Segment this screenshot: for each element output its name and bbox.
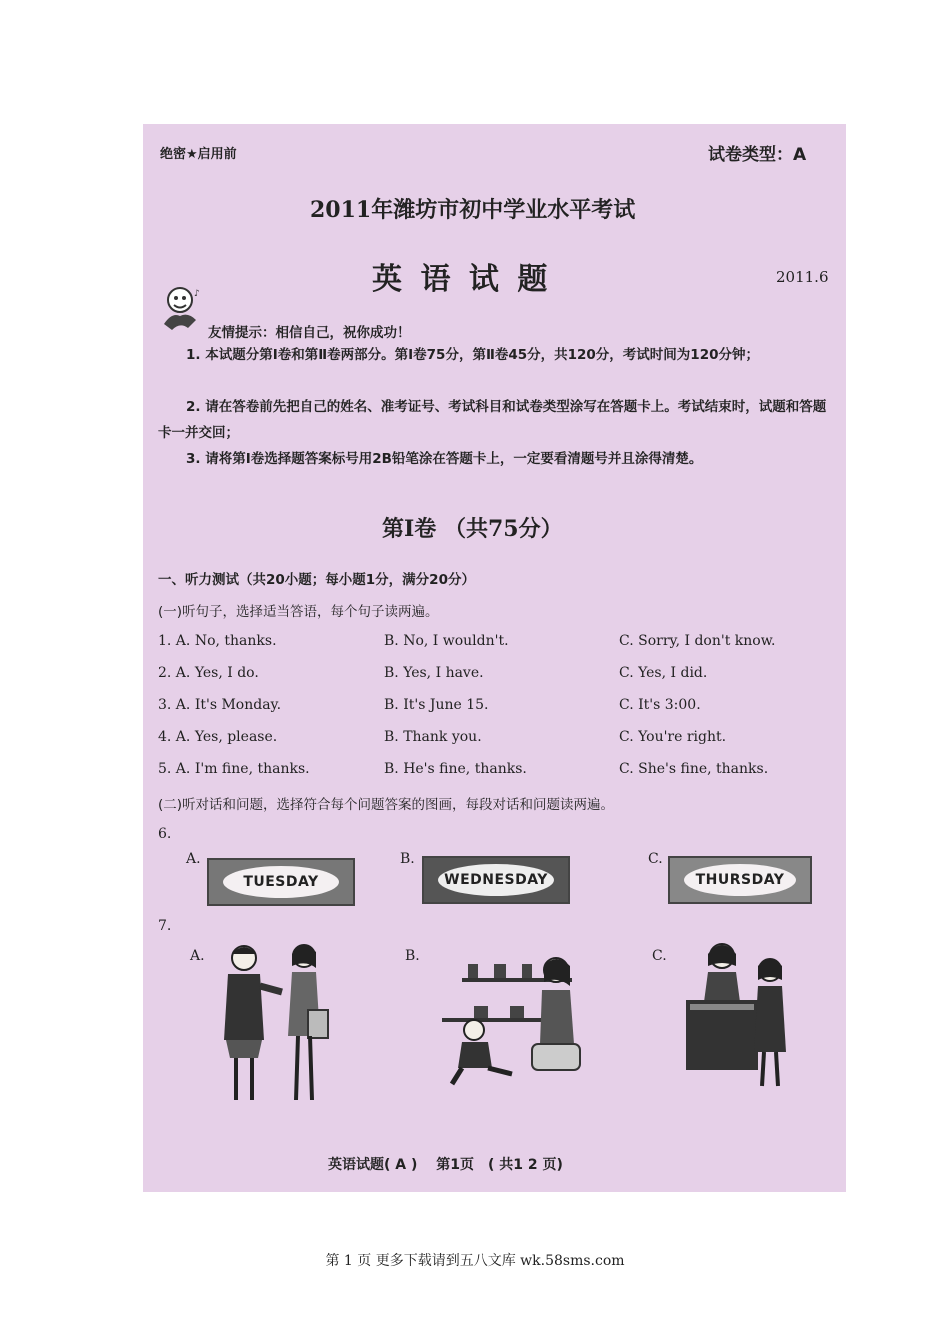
option-letter: C. [652, 948, 667, 964]
option-b: B. Thank you. [384, 729, 482, 745]
section-title: 第Ⅰ卷 （共75分） [382, 516, 563, 542]
subpart-1-title: (一)听句子，选择适当答语，每个句子读两遍。 [158, 604, 439, 620]
document-footer: 第 1 页 更多下载请到五八文库 wk.58sms.com [325, 1253, 625, 1269]
question-number: 7. [158, 918, 172, 934]
weekday-badge [207, 858, 355, 906]
svg-text:♪: ♪ [194, 289, 200, 299]
women-at-counter-icon [682, 936, 802, 1092]
option-letter: B. [400, 851, 415, 867]
two-women-shopping-icon [212, 940, 342, 1112]
tip-item: 2. 请在答卷前先把自己的姓名、准考证号、考试科目和试卷类型涂写在答题卡上。考试结束时，试题和答题卡一并交回； [158, 399, 827, 441]
page-footer: 英语试题( A ) 第1页 ( 共1 2 页) [328, 1157, 563, 1173]
paper-type: 试卷类型：A [708, 145, 807, 165]
option-letter: A. [190, 948, 205, 964]
option-b: B. It's June 15. [384, 697, 489, 713]
subpart-2-title: (二)听对话和问题，选择符合每个问题答案的图画，每段对话和问题读两遍。 [158, 797, 615, 813]
weekday-label: TUESDAY [223, 866, 339, 898]
option-a: 3. A. It's Monday. [158, 697, 282, 713]
weekday-label: THURSDAY [684, 864, 796, 896]
option-c: C. It's 3:00. [619, 697, 701, 713]
option-a: 1. A. No, thanks. [158, 633, 277, 649]
shoe-store-icon [432, 934, 590, 1086]
option-letter: B. [405, 948, 420, 964]
question-number: 6. [158, 826, 172, 842]
part-title: 一、听力测试（共20小题；每小题1分，满分20分） [158, 572, 475, 588]
confidential-label: 绝密★启用前 [160, 147, 237, 162]
weekday-badge [668, 856, 812, 904]
option-letter: A. [186, 851, 201, 867]
option-b: B. No, I wouldn't. [384, 633, 509, 649]
mascot-icon [158, 282, 210, 338]
tip-item: 3. 请将第Ⅰ卷选择题答案标号用2B铅笔涂在答题卡上，一定要看清题号并且涂得清楚。 [186, 451, 703, 467]
option-a: 5. A. I'm fine, thanks. [158, 761, 310, 777]
option-a: 4. A. Yes, please. [158, 729, 278, 745]
option-a: 2. A. Yes, I do. [158, 665, 259, 681]
exam-date: 2011.6 [776, 268, 829, 286]
option-letter: C. [648, 851, 663, 867]
option-c: C. She's fine, thanks. [619, 761, 769, 777]
tip-item: 1. 本试题分第Ⅰ卷和第Ⅱ卷两部分。第Ⅰ卷75分，第Ⅱ卷45分，共120分，考试时间为120分钟； [186, 347, 759, 363]
tips-intro: 友情提示：相信自己，祝你成功！ [208, 325, 411, 341]
option-c: C. You're right. [619, 729, 727, 745]
option-b: B. He's fine, thanks. [384, 761, 527, 777]
subject-title: 英 语 试 题 [372, 262, 552, 297]
weekday-badge [422, 856, 570, 904]
weekday-label: WEDNESDAY [438, 864, 554, 896]
exam-title: 2011年潍坊市初中学业水平考试 [310, 197, 636, 223]
option-c: C. Yes, I did. [619, 665, 708, 681]
option-b: B. Yes, I have. [384, 665, 484, 681]
option-c: C. Sorry, I don't know. [619, 633, 776, 649]
